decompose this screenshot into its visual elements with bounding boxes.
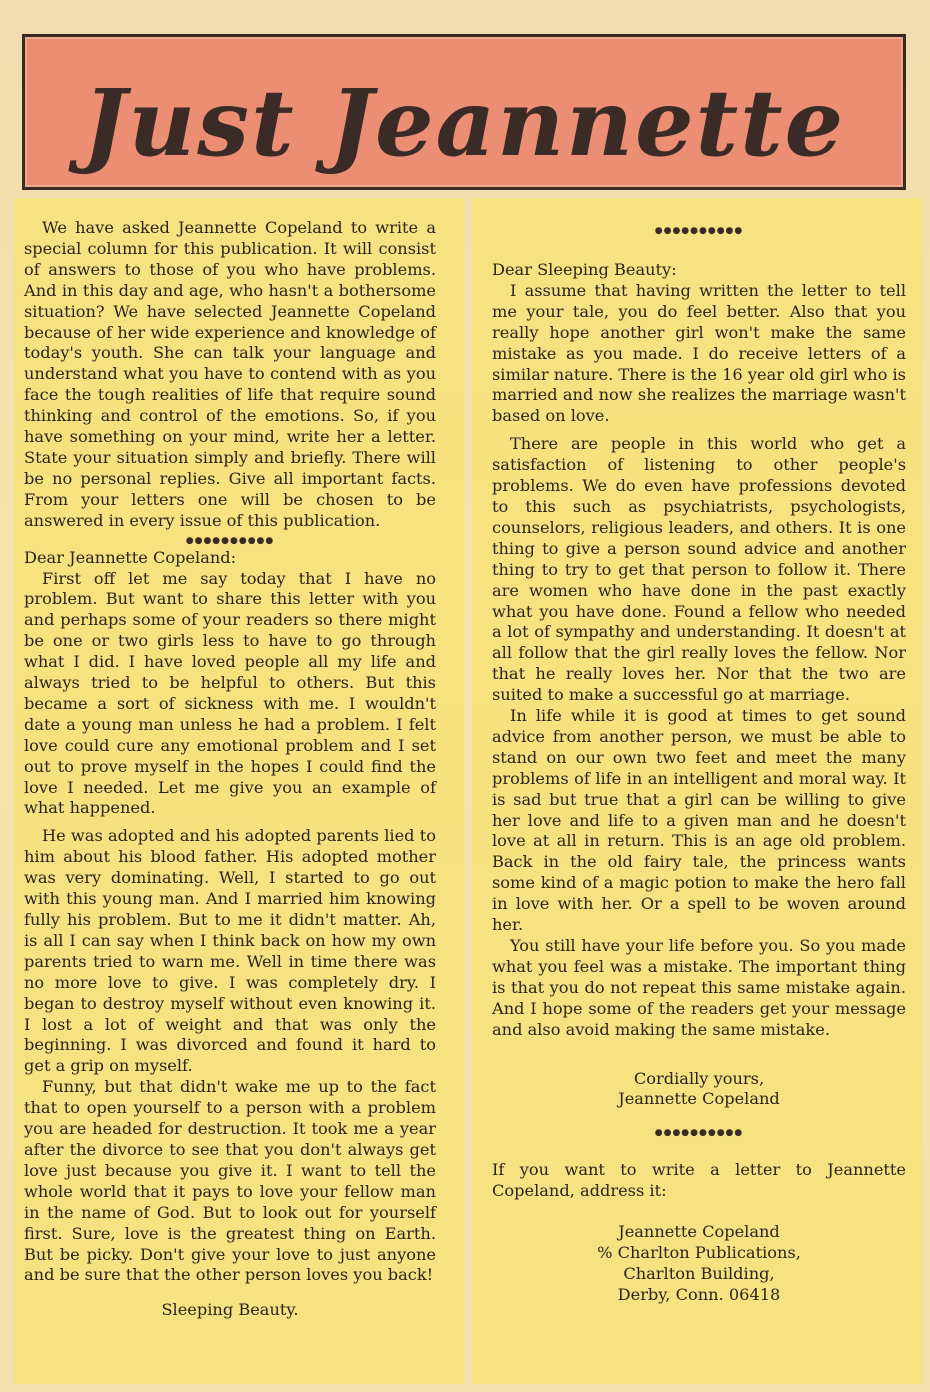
reply-closing-name: Jeannette Copeland: [618, 1089, 780, 1109]
letter-paragraph: He was adopted and his adopted parents lied to him about his blood father. His adopted mother was very dominating. Well, I started to go out with this young man. And I married him knowing fully his problem. But to me it didn't matter. Ah, is all I can say when I think back on how my own parents tried to warn me. Well in time there was no more love to give. I was completely dry. I began to destroy myself without even knowing it. I lost a lot of weight and that was only the beginning. I was divorced and found it hard to get a grip on myself.: [24, 826, 436, 1076]
letter-salutation: Dear Jeannette Copeland:: [24, 547, 237, 567]
reply-closing: Cordially yours,: [633, 1068, 765, 1088]
reply-salutation: Dear Sleeping Beauty:: [492, 260, 677, 279]
reply-paragraph: You still have your life before you. So you made what you feel was a mistake. The important thing is that you do not repeat this same mistake again. And I hope some of the readers get your message and also avoid making the same mistake.: [492, 936, 906, 1039]
title-banner: [22, 34, 906, 190]
intro-paragraph: We have asked Jeannette Copeland to write a special column for this publication. It will consist of answers to those of you who have problems. And in this day and age, who hasn't a bothersome situation? We have selected Jeannette Copeland because of her wide experience and knowledge of today's youth. She can talk your language and understand what you have to contend with as you face the tough realities of life that require sound thinking and control of the emotions. So, if you have something on your mind, write her a letter. State your situation simply and briefly. There will be no personal replies. Give all important facts. From your letters one will be chosen to be answered in every issue of this publication.: [24, 218, 436, 530]
letter-signature: Sleeping Beauty.: [161, 1300, 299, 1320]
mailing-address: [492, 1222, 906, 1306]
left-column: [24, 218, 436, 1321]
reply-paragraph: There are people in this world who get a satisfaction of listening to other people's problems. We do even have professions devoted to this such as psychiatrists, psychologists, counselors, religious leaders, and others. It is one thing to give a person sound advice and another thing to try to get that person to follow it. There are women who have done in the past exactly what you have done. Found a fellow who needed a lot of sympathy and understanding. It doesn't at all follow that the girl really loves the fellow. Nor that he really loves her. Nor that the two are suited to make a successful go at marriage.: [492, 434, 906, 705]
right-column: [492, 222, 906, 1306]
contact-text: If you want to write a letter to Jeannette Copeland, address it:: [492, 1160, 906, 1201]
divider: ●●●●●●●●●●: [654, 1128, 744, 1139]
address-line: Jeannette Copeland: [618, 1222, 780, 1242]
divider: ●●●●●●●●●●: [654, 226, 744, 236]
letter-paragraph: Funny, but that didn't wake me up to the fact that to open yourself to a person with a problem you are headed for destruction. It took me a year after the divorce to see that you don't always get love just because you give it. I want to tell the whole world that it pays to love your fellow man in the name of God. But to look out for yourself first. Sure, love is the greatest thing on Earth. But be picky. Don't give your love to just anyone and be sure that the other person loves you back!: [24, 1077, 436, 1285]
address-line: % Charlton Publications,: [597, 1243, 801, 1263]
reply-paragraph: I assume that having written the letter to tell me your tale, you do feel better. Also that you really hope another girl won't make the same mistake as you made. I do receive letters of a similar nature. There is the 16 year old girl who is married and now she realizes the marriage wasn't based on love.: [492, 280, 906, 426]
reply-paragraph: In life while it is good at times to get sound advice from another person, we must be able to stand on our own two feet and meet the many problems of life in an intelligent and moral way. It is sad but true that a girl can be willing to give her love and life to a given man and he doesn't love at all in return. This is an age old problem. Back in the old fairy tale, the princess wants some kind of a magic potion to make the hero fall in love with her. Or a spell to be woven around her.: [492, 706, 906, 935]
column-title: Just Jeannette: [82, 69, 846, 177]
address-line: Derby, Conn. 06418: [617, 1284, 781, 1304]
letter-paragraph: First off let me say today that I have no problem. But want to share this letter with you and perhaps some of your readers so there might be one or two girls less to have to go through what I did. I have loved people all my life and always tried to be helpful to others. But this became a sort of sickness with me. I wouldn't date a young man unless he had a problem. I felt love could cure any emotional problem and I set out to prove myself in the hopes I could find the love I needed. Let me give you an example of what happened.: [24, 568, 436, 818]
address-line: Charlton Building,: [623, 1263, 775, 1283]
divider: ●●●●●●●●●●: [185, 535, 275, 546]
